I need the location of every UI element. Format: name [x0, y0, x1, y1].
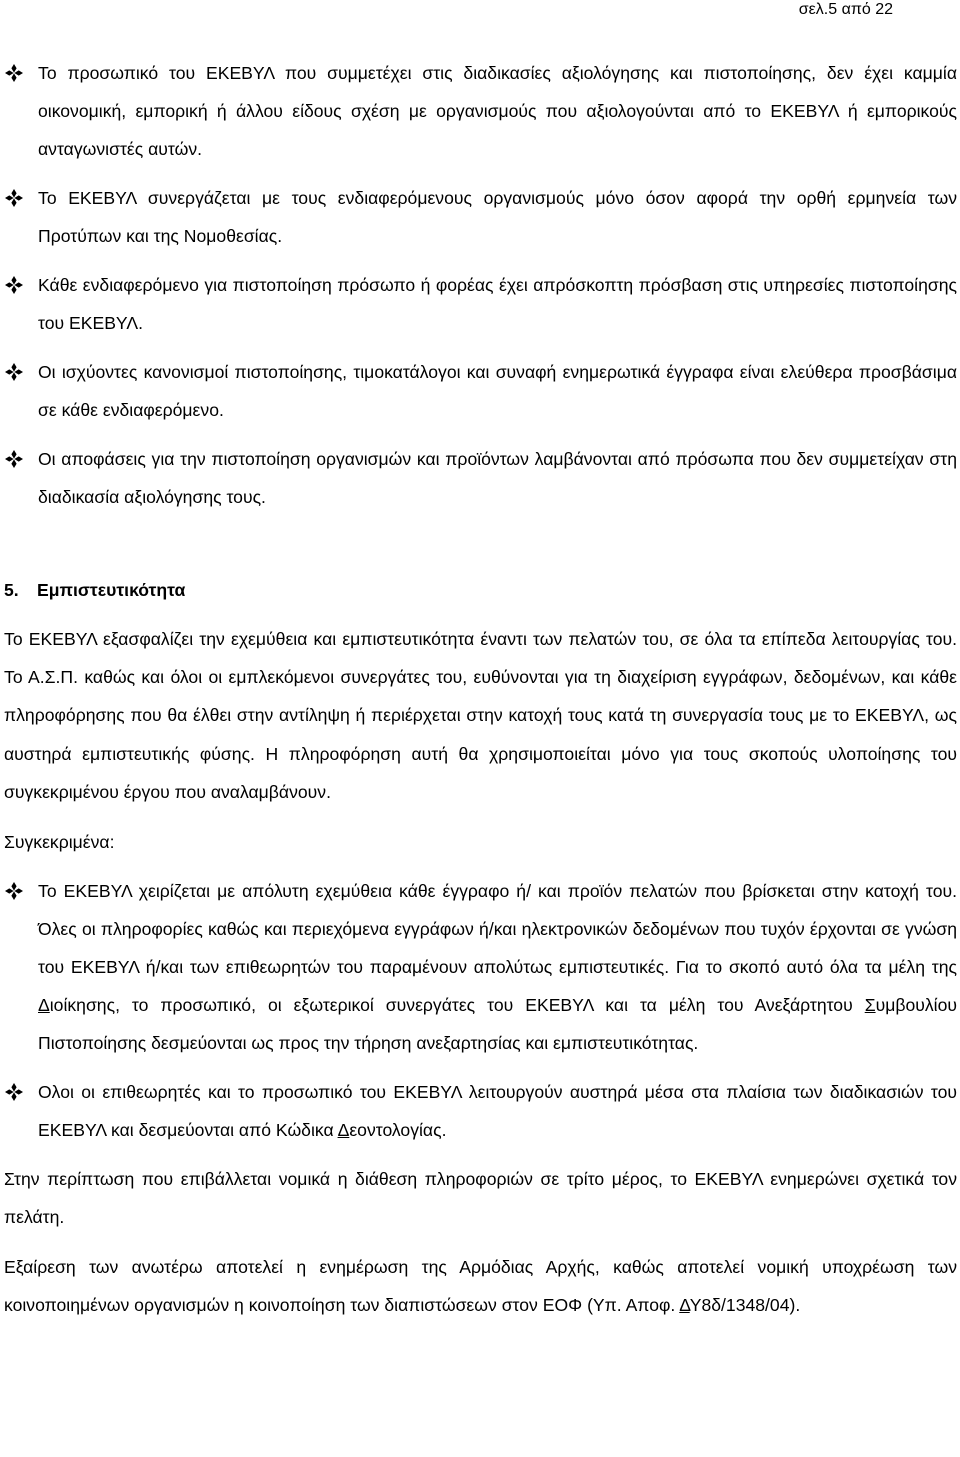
underlined-letter: Δ: [679, 1294, 690, 1315]
diamond-dots-bullet-icon: [4, 362, 24, 382]
paragraph-text-part: Υ8δ/1348/04).: [689, 1294, 801, 1315]
diamond-dots-bullet-icon: [4, 275, 24, 295]
bullet-text: Οι αποφάσεις για την πιστοποίηση οργανισμών και προϊόντων λαμβάνονται από πρόσωπα που δεν συμμετείχαν στη διαδικασία αξιολόγησης τους.: [38, 449, 957, 507]
bullet-text: Οι ισχύοντες κανονισμοί πιστοποίησης, τιμοκατάλογοι και συναφή ενημερωτικά έγγραφα είναι ελεύθερα προσβάσιμα σε κάθε ενδιαφερόμενο.: [38, 362, 957, 420]
page-number: σελ.5 από 22: [798, 1, 893, 18]
bullet-item: [4, 54, 957, 168]
underlined-letter: Σ: [864, 995, 876, 1016]
bullet-text-part: εοντολογίας.: [349, 1120, 447, 1141]
bullet-text-part: υμβουλίου Πιστοποίησης δεσμεύονται ως προς την τήρηση ανεξαρτησίας και εμπιστευτικότητας.: [38, 995, 957, 1054]
closing-paragraph-legal: Στην περίπτωση που επιβάλλεται νομικά η διάθεση πληροφοριών σε τρίτο μέρος, το ΕΚΕΒΥΛ ενημερώνει σχετικά τον πελάτη.: [4, 1169, 957, 1228]
diamond-dots-bullet-icon: [4, 881, 24, 901]
specifically-label: Συγκεκριμένα:: [4, 832, 115, 853]
intro-paragraph: Το ΕΚΕΒΥΛ εξασφαλίζει την εχεμύθεια και εμπιστευτικότητα έναντι των πελατών του, σε όλα τα επίπεδα λειτουργίας του. Το Α.Σ.Π. καθώς και όλοι οι εμπλεκόμενοι συνεργάτες του, ευθύνονται για τη διαχείριση εγγράφων, δεδομένων, και κάθε πληροφόρησης που θα έλθει στην αντίληψη ή περιέρχεται στην κατοχή τους κατά τη συνεργασία τους με το ΕΚΕΒΥΛ, ως αυστηρά εμπιστευτικής φύσης. Η πληροφόρηση αυτή θα χρησιμοποιείται μόνο για τους σκοπούς υλοποίησης του συγκεκριμένου έργου που αναλαμβάνουν.: [4, 629, 957, 802]
bullet-text-part: ιοίκησης, το προσωπικό, οι εξωτερικοί συνεργάτες του ΕΚΕΒΥΛ και τα μέλη του Ανεξάρτητου: [49, 995, 865, 1016]
bullet-text-part: Ολοι οι επιθεωρητές και το προσωπικό του ΕΚΕΒΥΛ λειτουργούν αυστηρά μέσα στα πλαίσια των διαδικασιών του ΕΚΕΒΥΛ και δεσμεύονται από Κώδικα: [38, 1082, 957, 1141]
bullet-text: [38, 881, 957, 1053]
bullet-text: Το ΕΚΕΒΥΛ συνεργάζεται με τους ενδιαφερόμενους οργανισμούς μόνο όσον αφορά την ορθή ερμηνεία των Προτύπων και της Νομοθεσίας.: [38, 188, 957, 246]
section-title: Εμπιστευτικότητα: [37, 580, 186, 600]
bullet-item: [4, 353, 957, 429]
diamond-dots-bullet-icon: [4, 188, 24, 208]
diamond-dots-bullet-icon: [4, 449, 24, 469]
underlined-letter: Δ: [38, 995, 50, 1016]
bullet-item: [4, 1073, 957, 1149]
bullet-item: [4, 179, 957, 255]
section-number: 5.: [4, 580, 19, 600]
bullet-text-part: Το ΕΚΕΒΥΛ χειρίζεται με απόλυτη εχεμύθεια κάθε έγγραφο ή/ και προϊόν πελατών που βρίσκεται στην κατοχή του. Όλες οι πληροφορίες καθώς και περιεχόμενα εγγράφων ή/και ηλεκτρονικών δεδομένων που τυχόν έρχονται σε γνώση του ΕΚΕΒΥΛ ή/και των επιθεωρητών του παραμένουν απολύτως εμπιστευτικές. Για το σκοπό αυτό όλα τα μέλη της: [38, 881, 957, 978]
diamond-dots-bullet-icon: [4, 1082, 24, 1102]
bullet-text: Το προσωπικό του ΕΚΕΒΥΛ που συμμετέχει στις διαδικασίες αξιολόγησης και πιστοποίησης, δεν έχει καμμία οικονομική, εμπορική ή άλλου είδους σχέση με οργανισμούς που αξιολογούνται από το ΕΚΕΒΥΛ ή εμπορικούς ανταγωνιστές αυτών.: [38, 63, 957, 159]
diamond-dots-bullet-icon: [4, 63, 24, 83]
bullet-item: [4, 872, 957, 1062]
bullet-item: [4, 266, 957, 342]
closing-paragraph-exception: [4, 1248, 957, 1324]
bullet-text: [38, 1082, 957, 1140]
bullet-item: [4, 440, 957, 516]
bullet-text: Κάθε ενδιαφερόμενο για πιστοποίηση πρόσωπο ή φορέας έχει απρόσκοπτη πρόσβαση στις υπηρεσίες πιστοποίησης του ΕΚΕΒΥΛ.: [38, 275, 957, 333]
section-heading: [4, 571, 957, 609]
document-body: [4, 54, 957, 1335]
underlined-letter: Δ: [337, 1120, 350, 1141]
paragraph-text-part: Εξαίρεση των ανωτέρω αποτελεί η ενημέρωση της Αρμόδιας Αρχής, καθώς αποτελεί νομική υποχρέωση των κοινοποιημένων οργανισμών η κοινοποίηση των διαπιστώσεων στον ΕΟΦ (Υπ. Αποφ.: [4, 1256, 957, 1315]
